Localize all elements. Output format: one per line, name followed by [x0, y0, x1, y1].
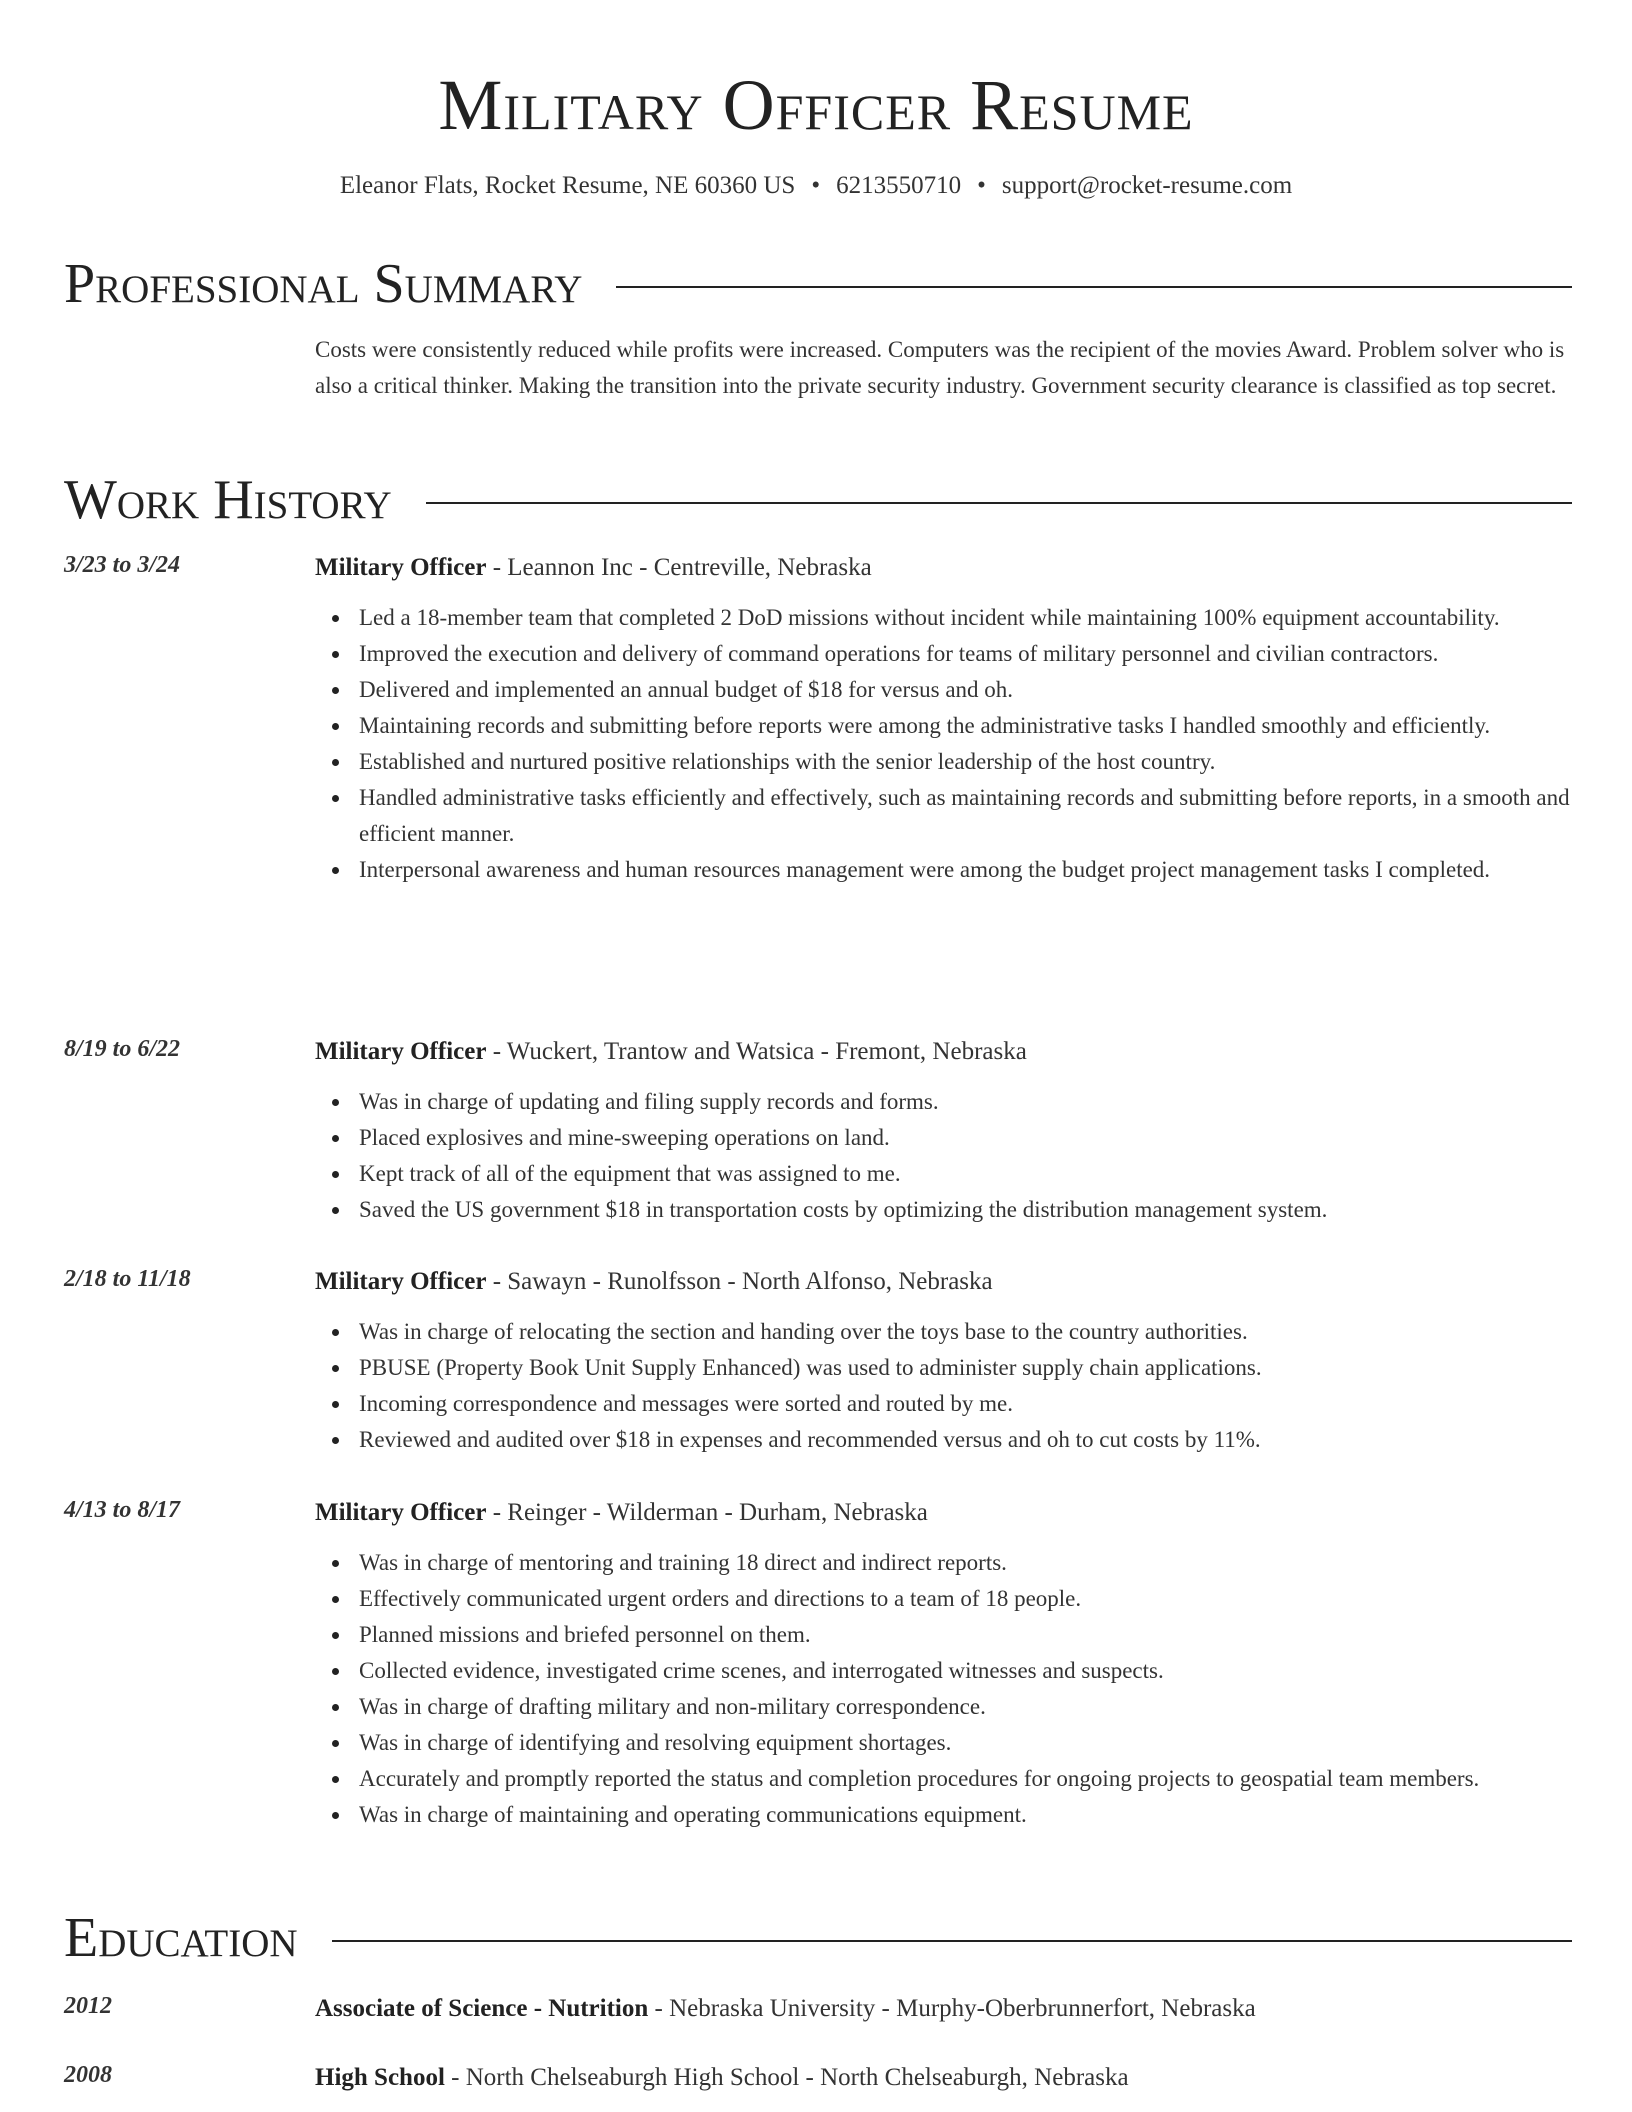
job-bullet: Placed explosives and mine-sweeping operations on land.: [359, 1120, 1572, 1156]
education-line: [315, 2062, 1572, 2094]
job-title: Military Officer: [315, 554, 487, 581]
job-title: Military Officer: [315, 1268, 487, 1295]
summary-section: [64, 252, 1572, 404]
contact-phone: 6213550710: [836, 172, 962, 199]
job-bullet: Collected evidence, investigated crime scenes, and interrogated witnesses and suspects.: [359, 1653, 1572, 1689]
education-year: 2012: [64, 1993, 112, 2019]
job-bullet: Handled administrative tasks efficiently and effectively, such as maintaining records and submitting before reports, in a smooth and efficient manner.: [359, 780, 1572, 852]
contact-address: Eleanor Flats, Rocket Resume, NE 60360 US: [339, 172, 796, 199]
job-bullet: Delivered and implemented an annual budget of $18 for versus and oh.: [359, 672, 1572, 708]
job-role: [315, 1497, 1572, 1529]
work-heading-row: [64, 468, 1572, 532]
education-degree: Associate of Science - Nutrition: [315, 1995, 649, 2022]
education-details: - North Chelseaburgh High School - North Chelseaburgh, Nebraska: [444, 2064, 1129, 2091]
job-bullet: Incoming correspondence and messages were sorted and routed by me.: [359, 1386, 1572, 1422]
job-bullet: Was in charge of maintaining and operating communications equipment.: [359, 1797, 1572, 1833]
job-bullet: Was in charge of identifying and resolving equipment shortages.: [359, 1725, 1572, 1761]
job-title: Military Officer: [315, 1038, 487, 1065]
education-details: - Nebraska University - Murphy-Oberbrunnerfort, Nebraska: [648, 1995, 1256, 2022]
job-bullet: Saved the US government $18 in transportation costs by optimizing the distribution management system.: [359, 1192, 1572, 1228]
job-bullet: Improved the execution and delivery of command operations for teams of military personnel and civilian contractors.: [359, 636, 1572, 672]
job-bullet: Established and nurtured positive relationships with the senior leadership of the host country.: [359, 744, 1572, 780]
job-bullet: Planned missions and briefed personnel on them.: [359, 1617, 1572, 1653]
job-bullets: [315, 1545, 1572, 1833]
job-bullet: Was in charge of relocating the section and handing over the toys base to the country authorities.: [359, 1314, 1572, 1350]
job-dates: 2/18 to 11/18: [64, 1266, 191, 1292]
job-entry: [64, 552, 1572, 888]
job-details: - Leannon Inc - Centreville, Nebraska: [486, 554, 872, 581]
job-entry: [64, 1497, 1572, 1833]
resume-title: Military Officer Resume: [438, 65, 1194, 145]
education-degree: High School: [315, 2064, 445, 2091]
resume-header: [0, 0, 1632, 200]
job-bullets: [315, 1084, 1572, 1228]
education-line: [315, 1993, 1572, 2025]
education-section: [64, 1906, 1572, 1970]
section-divider: [332, 1940, 1572, 1942]
job-entry: [64, 1036, 1572, 1228]
job-role: [315, 1036, 1572, 1068]
job-dates: 3/23 to 3/24: [64, 552, 181, 578]
job-bullet: Was in charge of drafting military and non-military correspondence.: [359, 1689, 1572, 1725]
job-role: [315, 1266, 1572, 1298]
summary-heading-row: [64, 252, 1572, 316]
job-bullets: [315, 1314, 1572, 1458]
job-bullet: PBUSE (Property Book Unit Supply Enhanced) was used to administer supply chain applications.: [359, 1350, 1572, 1386]
contact-line: [0, 172, 1632, 200]
summary-heading: Professional Summary: [64, 253, 583, 315]
job-bullet: Led a 18-member team that completed 2 DoD missions without incident while maintaining 100% equipment accountability.: [359, 600, 1572, 636]
contact-separator: •: [811, 172, 821, 199]
job-bullet: Accurately and promptly reported the status and completion procedures for ongoing projects to geospatial team members.: [359, 1761, 1572, 1797]
job-details: - Reinger - Wilderman - Durham, Nebraska: [486, 1499, 928, 1526]
job-details: - Sawayn - Runolfsson - North Alfonso, Nebraska: [486, 1268, 993, 1295]
work-heading: Work History: [64, 469, 392, 531]
section-divider: [426, 502, 1572, 504]
job-bullet: Kept track of all of the equipment that was assigned to me.: [359, 1156, 1572, 1192]
job-bullet: Effectively communicated urgent orders and directions to a team of 18 people.: [359, 1581, 1572, 1617]
job-dates: 4/13 to 8/17: [64, 1497, 181, 1523]
section-divider: [616, 286, 1572, 288]
job-bullet: Interpersonal awareness and human resources management were among the budget project management tasks I completed.: [359, 852, 1572, 888]
job-bullet: Reviewed and audited over $18 in expenses and recommended versus and oh to cut costs by 11%.: [359, 1422, 1572, 1458]
work-history-section: [64, 468, 1572, 532]
job-dates: 8/19 to 6/22: [64, 1036, 181, 1062]
education-entry: [64, 1993, 1572, 2025]
job-role: [315, 552, 1572, 584]
education-heading: Education: [64, 1907, 298, 1969]
education-heading-row: [64, 1906, 1572, 1970]
job-bullet: Was in charge of mentoring and training 18 direct and indirect reports.: [359, 1545, 1572, 1581]
job-title: Military Officer: [315, 1499, 487, 1526]
education-entry: [64, 2062, 1572, 2094]
job-bullets: [315, 600, 1572, 888]
summary-text: Costs were consistently reduced while profits were increased. Computers was the recipient of the movies Award. Problem solver who is also a critical thinker. Making the transition into the private security industry. Government security clearance is classified as top secret.: [315, 337, 1565, 398]
job-entry: [64, 1266, 1572, 1458]
job-bullet: Was in charge of updating and filing supply records and forms.: [359, 1084, 1572, 1120]
education-year: 2008: [64, 2062, 112, 2088]
contact-separator: •: [977, 172, 986, 199]
job-bullet: Maintaining records and submitting before reports were among the administrative tasks I handled smoothly and efficiently.: [359, 708, 1572, 744]
contact-email: support@rocket-resume.com: [1001, 172, 1293, 199]
job-details: - Wuckert, Trantow and Watsica - Fremont, Nebraska: [486, 1038, 1027, 1065]
